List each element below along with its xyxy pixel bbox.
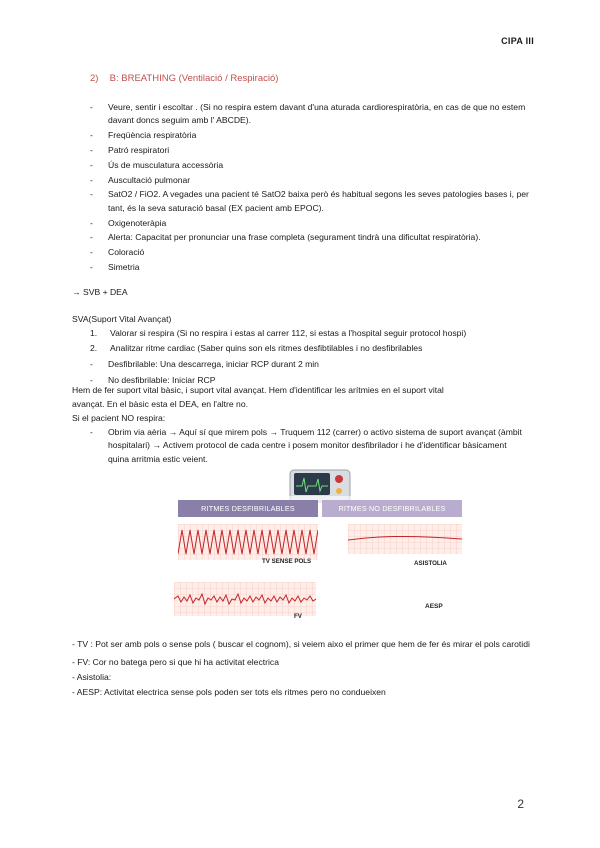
list-item: - Freqüència respiratòria (90, 129, 532, 142)
step-number: 1. (90, 328, 98, 338)
fv-caption: FV (294, 613, 302, 620)
list-item: - Obrim via aèria → Aquí sí que mirem pols → Truquem 112 (carrer) o activo sistema de suport avançat (àmbit hospitalari) → Activem protocol de cada centre i posem monitor desfibrilador i he d'identificar bàsicament quina arritmia estic veient. (90, 426, 526, 466)
asistolia-rhythm-strip (348, 524, 462, 554)
list-item: - SatO2 / FiO2. A vegades una pacient té SatO2 baixa però és habitual segons les seves patologies bases i, per tant, és la seva saturació basal (EX pacient amb EPOC). (90, 188, 532, 215)
note-line: - Asistolia: (72, 672, 112, 682)
step-text: Analitzar ritme cardiac (Saber quins son els ritmes desfibtilables i no desfibrilables (110, 343, 423, 354)
rhythm-figure (178, 466, 462, 626)
notes (72, 638, 542, 700)
note-line: - FV: Cor no batega pero si que hi ha activitat electrica (72, 656, 279, 667)
list-item: - Veure, sentir i escoltar . (Si no respira estem davant d'una aturada cardiorespiratòria, en cas de que no estem davant doncs seguim amb l' ABCDE). (90, 101, 532, 128)
tv-waveform (178, 524, 318, 560)
sva-title: SVA(Suport Vital Avançat) (72, 314, 172, 324)
paragraph: avançat. En el bàsic esta el DEA, en l'altre no. (72, 399, 248, 409)
page-number: 2 (517, 797, 524, 811)
list-item: - Patró respiratori (90, 144, 532, 157)
no-desfibrilables-header: RITMES NO DESFIBRILABLES (322, 500, 462, 517)
step-number: 2. (90, 343, 98, 354)
step-text: Valorar si respira (Si no respira i estas al carrer 112, si estas a l'hospital seguir protocol hospi) (110, 328, 467, 338)
breathing-checklist (90, 101, 532, 276)
section-title (90, 73, 278, 84)
list-item: - Auscultació pulmonar (90, 174, 532, 187)
defibrillator-image (288, 466, 352, 504)
list-item: - Oxigenoteràpia (90, 217, 532, 230)
sva-steps (90, 327, 540, 388)
section-number: 2) (90, 73, 99, 84)
fv-waveform (174, 582, 316, 616)
sva-step (90, 342, 540, 355)
asistolia-caption: ASISTOLIA (414, 560, 447, 567)
aesp-caption: AESP (425, 603, 443, 610)
asistolia-waveform (348, 524, 462, 554)
sva-step (90, 327, 540, 340)
tv-caption: TV SENSE POLS (262, 558, 312, 565)
section-title-text: B: BREATHING (Ventilació / Respiració) (109, 73, 279, 84)
sva-sub-item: - No desfibrilable: Iniciar RCP (90, 374, 540, 387)
paragraph: Hem de fer suport vital bàsic, i suport vital avançat. Hem d'identificar les arítmies en el suport vital (72, 385, 444, 395)
desfibrilables-header: RITMES DESFIBRILABLES (178, 500, 318, 517)
list-item: - Ús de musculatura accessòria (90, 159, 532, 172)
list-item: - Alerta: Capacitat per pronunciar una frase completa (segurament tindrà una dificultat respiratòria). (90, 231, 532, 244)
list-item: - Simetria (90, 261, 532, 274)
note-line: - AESP: Activitat electrica sense pols poden ser tots els ritmes pero no condueixen (72, 687, 386, 698)
sva-sub-item: - Desfibrilable: Una descarrega, iniciar RCP durant 2 min (90, 358, 540, 371)
paragraph: Si el pacient NO respira: (72, 413, 166, 423)
list-item: - Coloració (90, 246, 532, 259)
page-header: CIPA III (501, 36, 534, 46)
no-respira-list (90, 426, 526, 466)
fv-rhythm-strip (174, 582, 316, 616)
tv-rhythm-strip (178, 524, 318, 560)
svb-line: → SVB + DEA (72, 287, 128, 297)
note-line: - TV : Pot ser amb pols o sense pols ( buscar el cognom), si veiem aixo el primer que hem de fer és mirar el pols carotidi (72, 639, 530, 649)
